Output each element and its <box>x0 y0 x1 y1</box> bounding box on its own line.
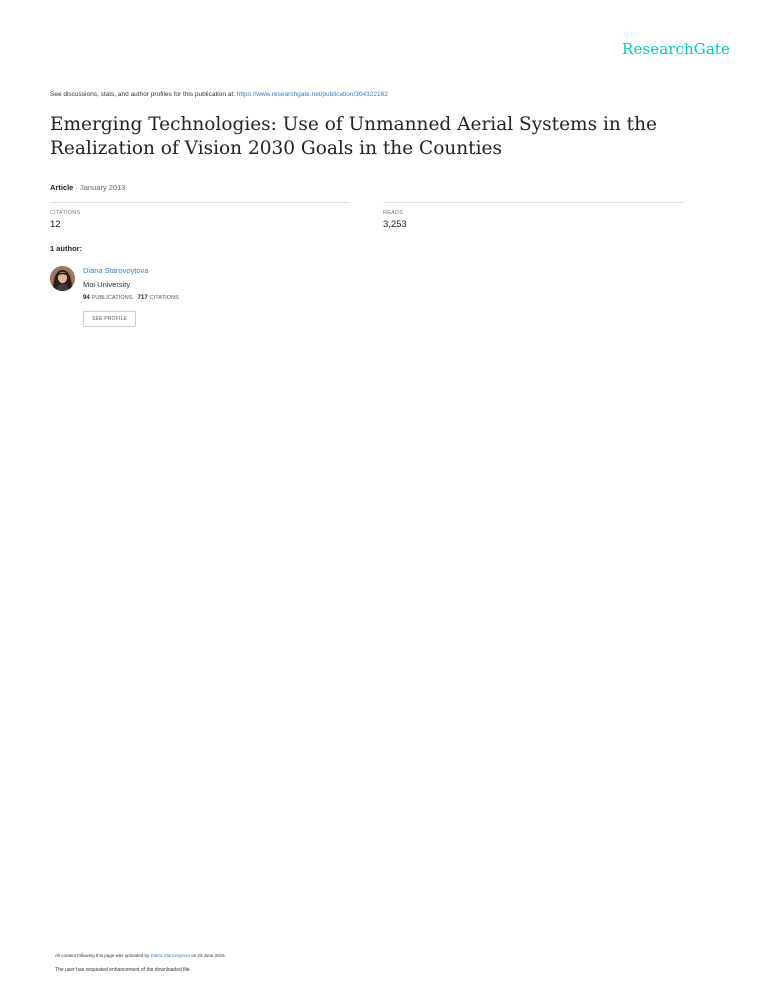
author-institution: Moi University <box>83 280 131 289</box>
citations-count: 12 <box>50 219 61 230</box>
discussion-prefix: See discussions, stats, and author profiles for this publication at: <box>50 91 237 98</box>
enhancement-request-note: The user has requested enhancement of the downloaded file. <box>55 967 191 973</box>
author-citations-count: 717 <box>137 295 148 301</box>
reads-label: READS <box>383 210 403 216</box>
author-citations-label: CITATIONS <box>149 295 179 301</box>
author-name-link[interactable]: Diana Starovoytova <box>83 266 149 275</box>
upload-note <box>55 953 226 958</box>
divider-citations <box>50 202 350 203</box>
author-publications-count: 94 <box>83 295 90 301</box>
researchgate-logo[interactable]: ResearchGate <box>622 40 730 58</box>
see-profile-button[interactable]: SEE PROFILE <box>83 311 136 327</box>
authors-heading: 1 author: <box>50 244 83 253</box>
divider-reads <box>383 202 683 203</box>
discussion-line <box>50 91 388 98</box>
publication-title: Emerging Technologies: Use of Unmanned Aerial Systems in the Realization of Vision 2030 Goals in the Counties <box>50 114 657 159</box>
publication-type: Article <box>50 183 74 192</box>
reads-count: 3,253 <box>383 219 407 230</box>
citations-label: CITATIONS <box>50 210 81 216</box>
author-publications-label: PUBLICATIONS <box>91 295 133 301</box>
upload-prefix: All content following this page was uploaded by <box>55 953 151 958</box>
author-avatar[interactable] <box>50 266 75 291</box>
upload-date: on 23 June 2016. <box>189 953 226 958</box>
author-stats <box>83 295 179 301</box>
publication-link[interactable]: https://www.researchgate.net/publication/304322162 <box>236 91 388 98</box>
publication-date: January 2013 <box>80 183 126 192</box>
uploader-link[interactable]: Diana Starovoytova <box>150 953 190 958</box>
meta-separator: · <box>73 183 81 192</box>
publication-meta <box>50 183 125 192</box>
author-photo-icon <box>50 266 75 291</box>
